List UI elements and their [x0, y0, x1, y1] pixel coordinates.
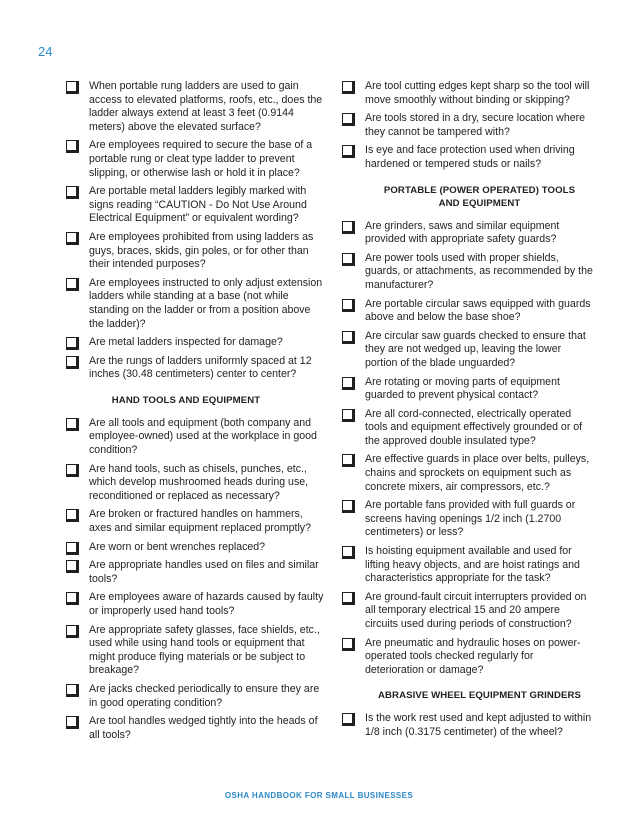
- checklist-question: Are appropriate handles used on files and similar tools?: [89, 559, 319, 585]
- checkbox[interactable]: [342, 253, 355, 266]
- checkbox[interactable]: [342, 500, 355, 513]
- power-tools-heading-line1: PORTABLE (POWER OPERATED) TOOLS: [383, 184, 576, 196]
- checklist-item: [66, 417, 324, 458]
- checklist-question: Are portable circular saws equipped with guards above and below the base shoe?: [365, 297, 591, 324]
- checklist-question: Are broken or fractured handles on hammers, axes and similar equipment replaced promptly?: [89, 508, 311, 535]
- checklist-item: [342, 298, 594, 325]
- checklist-item: [66, 231, 324, 272]
- checkbox[interactable]: [66, 625, 79, 638]
- checkbox[interactable]: [66, 418, 79, 431]
- checklist-question: When portable rung ladders are used to gain access to elevated platforms, roofs, etc., does the ladder always extend at least 3 feet (0.9144 meters) above the elevated surface?: [89, 80, 323, 133]
- checkbox[interactable]: [66, 337, 79, 350]
- checklist-question: Are employees instructed to only adjust extension ladders while standing at a base (not while standing on the ladder or from a position above the ladder)?: [89, 276, 323, 330]
- checkbox[interactable]: [66, 509, 79, 522]
- checklist-question: Are hand tools, such as chisels, punches, etc., which develop mushroomed heads during use, reconditioned or replaced as necessary?: [89, 462, 309, 502]
- checklist-question: Are portable metal ladders legibly marked with signs reading “CAUTION - Do Not Use Around Electrical Equipment” or equivalent wording?: [89, 185, 307, 225]
- checkbox[interactable]: [66, 684, 79, 697]
- checklist-item: [342, 330, 594, 371]
- checklist-item: [342, 591, 594, 632]
- checklist-item: [342, 712, 594, 739]
- checklist-question: Are power tools used with proper shields, guards, or attachments, as recommended by the manufacturer?: [365, 251, 593, 291]
- checklist-item: [66, 80, 324, 134]
- abrasive-wheel-checklist: [342, 712, 594, 739]
- checklist-question: Are rotating or moving parts of equipment guarded to prevent physical contact?: [365, 375, 560, 402]
- checklist-question: Are circular saw guards checked to ensure that they are not wedged up, leaving the lower portion of the blade unguarded?: [365, 329, 586, 369]
- checklist-item: [342, 144, 594, 171]
- checklist-item: [66, 559, 324, 586]
- checklist-item: [66, 683, 324, 710]
- checklist-item: [66, 336, 324, 350]
- checklist-question: Are effective guards in place over belts, pulleys, chains and sprockets on equipment such as concrete mixers, air compressors, etc.?: [365, 453, 590, 493]
- checklist-item: [342, 545, 594, 586]
- checkbox[interactable]: [342, 81, 355, 94]
- checklist-question: Are employees prohibited from using ladders as guys, braces, skids, gin poles, or for other than their intended purposes?: [89, 230, 314, 271]
- checklist-question: Are grinders, saws and similar equipment provided with appropriate safety guards?: [365, 219, 560, 246]
- checklist-item: [66, 355, 324, 382]
- checklist-question: Are jacks checked periodically to ensure they are in good operating condition?: [89, 682, 320, 709]
- power-tools-heading-line2: AND EQUIPMENT: [438, 197, 521, 209]
- checkbox[interactable]: [342, 221, 355, 234]
- checklist-question: Are metal ladders inspected for damage?: [89, 336, 283, 349]
- checklist-item: [66, 508, 324, 535]
- checkbox[interactable]: [66, 464, 79, 477]
- checkbox[interactable]: [66, 560, 79, 573]
- checkbox[interactable]: [66, 81, 79, 94]
- checklist-question: Are tool handles wedged tightly into the heads of all tools?: [89, 715, 318, 741]
- abrasive-wheel-heading: ABRASIVE WHEEL EQUIPMENT GRINDERS: [377, 690, 581, 702]
- checklist-question: Are employees aware of hazards caused by faulty or improperly used hand tools?: [89, 591, 324, 617]
- checklist-item: [342, 252, 594, 293]
- checklist-question: Are ground-fault circuit interrupters provided on all temporary electrical 15 and 20 ampere circuits used during periods of construction?: [365, 590, 587, 630]
- checkbox[interactable]: [342, 331, 355, 344]
- checklist-question: Are tool cutting edges kept sharp so the tool will move smoothly without binding or skipping?: [365, 80, 590, 106]
- checklist-item: [342, 112, 594, 139]
- checklist-item: [342, 453, 594, 494]
- checkbox[interactable]: [66, 140, 79, 153]
- checklist-item: [66, 277, 324, 331]
- checkbox[interactable]: [342, 454, 355, 467]
- ladder-checklist: [66, 80, 324, 382]
- checklist-item: [342, 637, 594, 678]
- checkbox[interactable]: [342, 638, 355, 651]
- checkbox[interactable]: [342, 145, 355, 158]
- checklist-question: Is eye and face protection used when driving hardened or tempered studs or nails?: [365, 144, 575, 170]
- checklist-item: [66, 139, 324, 180]
- tool-storage-checklist: [342, 80, 594, 172]
- checklist-question: Are all tools and equipment (both company and employee-owned) used at the workplace in good condition?: [89, 416, 317, 457]
- checklist-item: [342, 220, 594, 247]
- checklist-item: [66, 715, 324, 742]
- checklist-item: [66, 624, 324, 678]
- checklist-question: Is the work rest used and kept adjusted to within 1/8 inch (0.3175 centimeter) of the wheel?: [365, 712, 592, 738]
- right-column: [342, 80, 594, 745]
- checklist-question: Are the rungs of ladders uniformly spaced at 12 inches (30.48 centimeters) center to center?: [89, 354, 312, 381]
- checkbox[interactable]: [66, 542, 79, 555]
- checkbox[interactable]: [66, 278, 79, 291]
- checklist-question: Are pneumatic and hydraulic hoses on power-operated tools checked regularly for deterioration or damage?: [365, 636, 581, 676]
- checkbox[interactable]: [342, 713, 355, 726]
- checkbox[interactable]: [342, 409, 355, 422]
- checkbox[interactable]: [342, 377, 355, 390]
- hand-tools-heading: HAND TOOLS AND EQUIPMENT: [111, 394, 261, 406]
- checkbox[interactable]: [66, 186, 79, 199]
- checklist-item: [342, 499, 594, 540]
- checklist-item: [66, 541, 324, 555]
- checklist-item: [66, 463, 324, 504]
- checklist-question: Are tools stored in a dry, secure location where they cannot be tampered with?: [365, 112, 586, 138]
- power-tools-checklist: [342, 220, 594, 678]
- checklist-question: Are all cord-connected, electrically operated tools and equipment effectively grounded or of the approved double insulated type?: [365, 407, 583, 447]
- page-number: 24: [38, 44, 53, 59]
- checklist-item: [342, 408, 594, 449]
- checklist-question: Are worn or bent wrenches replaced?: [89, 540, 266, 553]
- checklist-item: [66, 591, 324, 618]
- checklist-question: Are appropriate safety glasses, face shields, etc., used while using hand tools or equipment that might produce flying materials or be subject to breakage?: [89, 623, 320, 677]
- page-footer: OSHA HANDBOOK FOR SMALL BUSINESSES: [224, 791, 414, 800]
- checkbox[interactable]: [342, 592, 355, 605]
- hand-tools-checklist: [66, 417, 324, 742]
- checklist-question: Are portable fans provided with full guards or screens having openings 1/2 inch (1.2700 centimeters) or less?: [365, 499, 576, 539]
- checkbox[interactable]: [66, 232, 79, 245]
- checklist-item: [342, 376, 594, 403]
- checklist-question: Are employees required to secure the base of a portable rung or cleat type ladder to prevent slipping, or otherwise lash or hold it in place?: [89, 139, 313, 179]
- power-tools-heading: [342, 184, 594, 210]
- checkbox[interactable]: [342, 299, 355, 312]
- checklist-question: Is hoisting equipment available and used for lifting heavy objects, and are hoist ratings and characteristics appropriate for the task?: [365, 545, 580, 585]
- left-column: [66, 80, 324, 747]
- checkbox[interactable]: [66, 716, 79, 729]
- checkbox[interactable]: [66, 356, 79, 369]
- checkbox[interactable]: [66, 592, 79, 605]
- checklist-item: [66, 185, 324, 226]
- checkbox[interactable]: [342, 113, 355, 126]
- checklist-item: [342, 80, 594, 107]
- checkbox[interactable]: [342, 546, 355, 559]
